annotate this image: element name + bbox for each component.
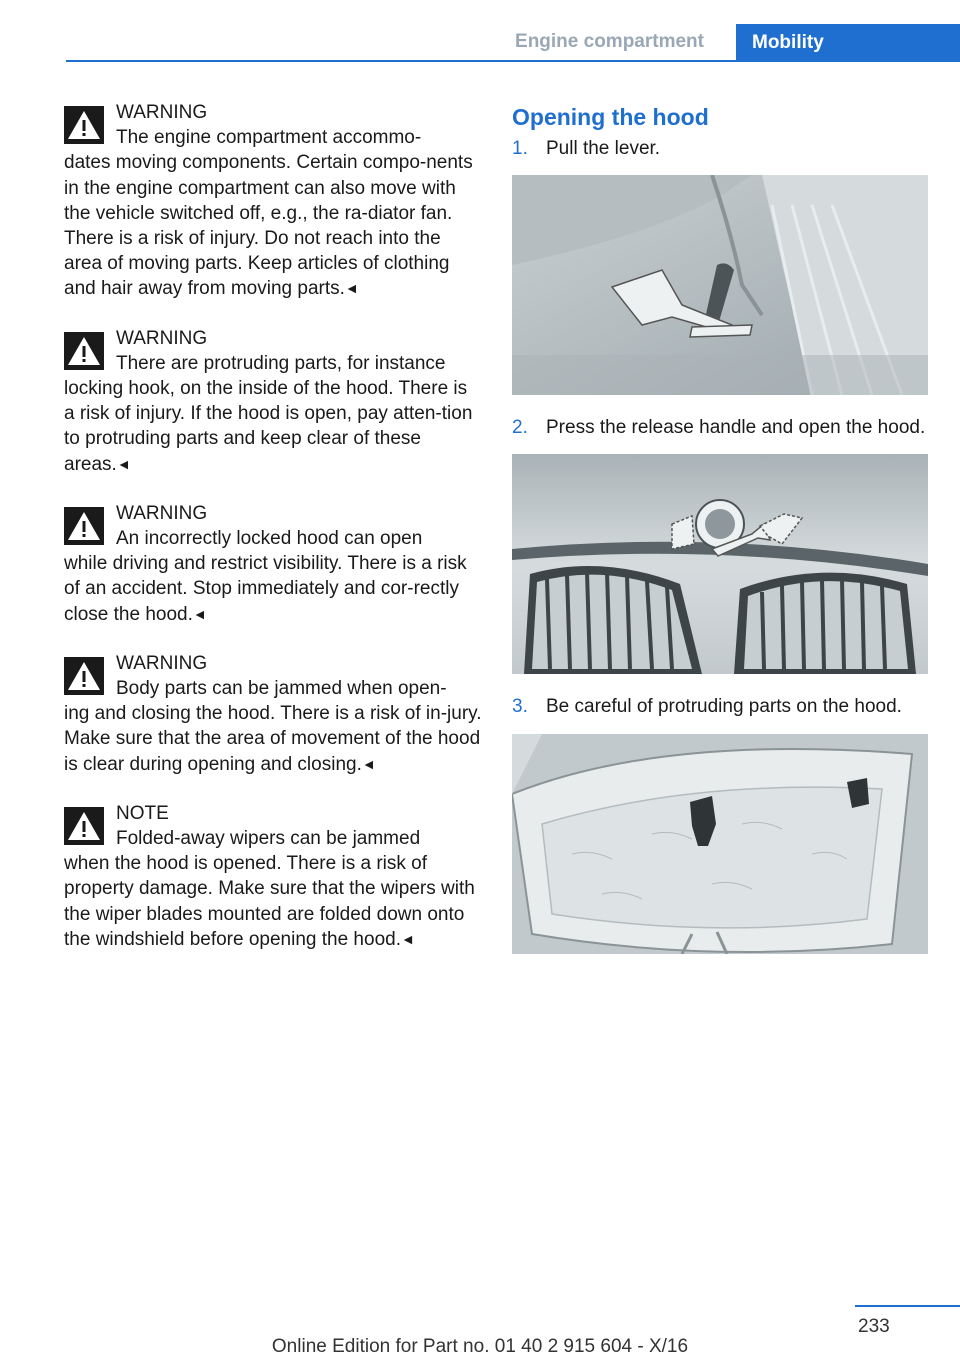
warning-icon xyxy=(64,332,104,370)
warning-block xyxy=(64,651,482,777)
step-number: 3. xyxy=(512,696,528,718)
note-first-line: Folded-away wipers can be jammed xyxy=(116,828,421,850)
note-block xyxy=(64,801,482,952)
hood-underside-figure xyxy=(512,734,928,954)
warning-label: WARNING xyxy=(116,102,208,123)
hood-lever-figure xyxy=(512,175,928,395)
step-number: 1. xyxy=(512,138,528,159)
end-mark: ◄ xyxy=(361,755,376,772)
warning-text: while driving and restrict visibility. There is a risk of an accident. Stop immediately and cor-rectly close the hood. xyxy=(64,553,467,625)
warning-first-line: There are protruding parts, for instance xyxy=(116,352,446,374)
step-item xyxy=(512,694,928,719)
warning-label: WARNING xyxy=(116,652,208,674)
step-text: Pull the lever. xyxy=(546,138,661,159)
step-text: Press the release handle and open the hood. xyxy=(546,417,926,439)
warning-block xyxy=(64,501,482,627)
warning-text: ing and closing the hood. There is a risk of in-jury. Make sure that the area of movement of the hood is clear during opening and closing. xyxy=(64,703,482,775)
header-divider xyxy=(66,60,960,62)
end-mark: ◄ xyxy=(192,605,207,622)
warning-icon xyxy=(64,807,104,845)
warning-icon xyxy=(64,106,104,144)
note-text: when the hood is opened. There is a risk of property damage. Make sure that the wipers with the wiper blades mounted are folded down onto the windshield before opening the hood. xyxy=(64,853,475,950)
warning-text: dates moving components. Certain compo-nents in the engine compartment can also move with the vehicle switched off, e.g., the ra-diator fan. There is a risk of injury. Do not reach into the area of moving parts. Keep articles of clothing and hair away from moving parts. xyxy=(64,152,473,300)
step-item xyxy=(512,415,928,440)
end-mark: ◄ xyxy=(116,455,131,472)
page-number: 233 xyxy=(858,1316,890,1337)
warnings-column xyxy=(64,100,482,976)
footer-divider xyxy=(855,1305,960,1307)
warning-block xyxy=(64,100,482,302)
warning-label: WARNING xyxy=(116,502,208,524)
step-text: Be careful of protruding parts on the hood. xyxy=(546,696,902,718)
edition-text: Online Edition for Part no. 01 40 2 915 604 - X/16 xyxy=(271,1336,689,1357)
section-title: Opening the hood xyxy=(512,104,709,130)
warning-icon xyxy=(64,507,104,545)
warning-icon xyxy=(64,657,104,695)
end-mark: ◄ xyxy=(344,280,359,297)
note-label: NOTE xyxy=(116,802,169,824)
warning-label: WARNING xyxy=(116,327,208,349)
header-section-title: Engine compartment xyxy=(515,31,704,52)
step-item xyxy=(512,136,928,161)
header-chapter-tab[interactable]: Mobility xyxy=(736,24,960,62)
end-mark: ◄ xyxy=(400,930,415,947)
warning-first-line: An incorrectly locked hood can open xyxy=(116,528,423,550)
release-handle-figure xyxy=(512,454,928,674)
warning-text: locking hook, on the inside of the hood. There is a risk of injury. If the hood is open, pay atten-tion to protruding parts and keep clear of these areas. xyxy=(64,378,473,475)
step-number: 2. xyxy=(512,417,528,439)
warning-block xyxy=(64,326,482,477)
procedure-column xyxy=(512,100,928,954)
warning-first-line: The engine compartment accommo- xyxy=(116,127,422,149)
warning-first-line: Body parts can be jammed when open- xyxy=(116,678,447,700)
page-header xyxy=(66,24,960,62)
